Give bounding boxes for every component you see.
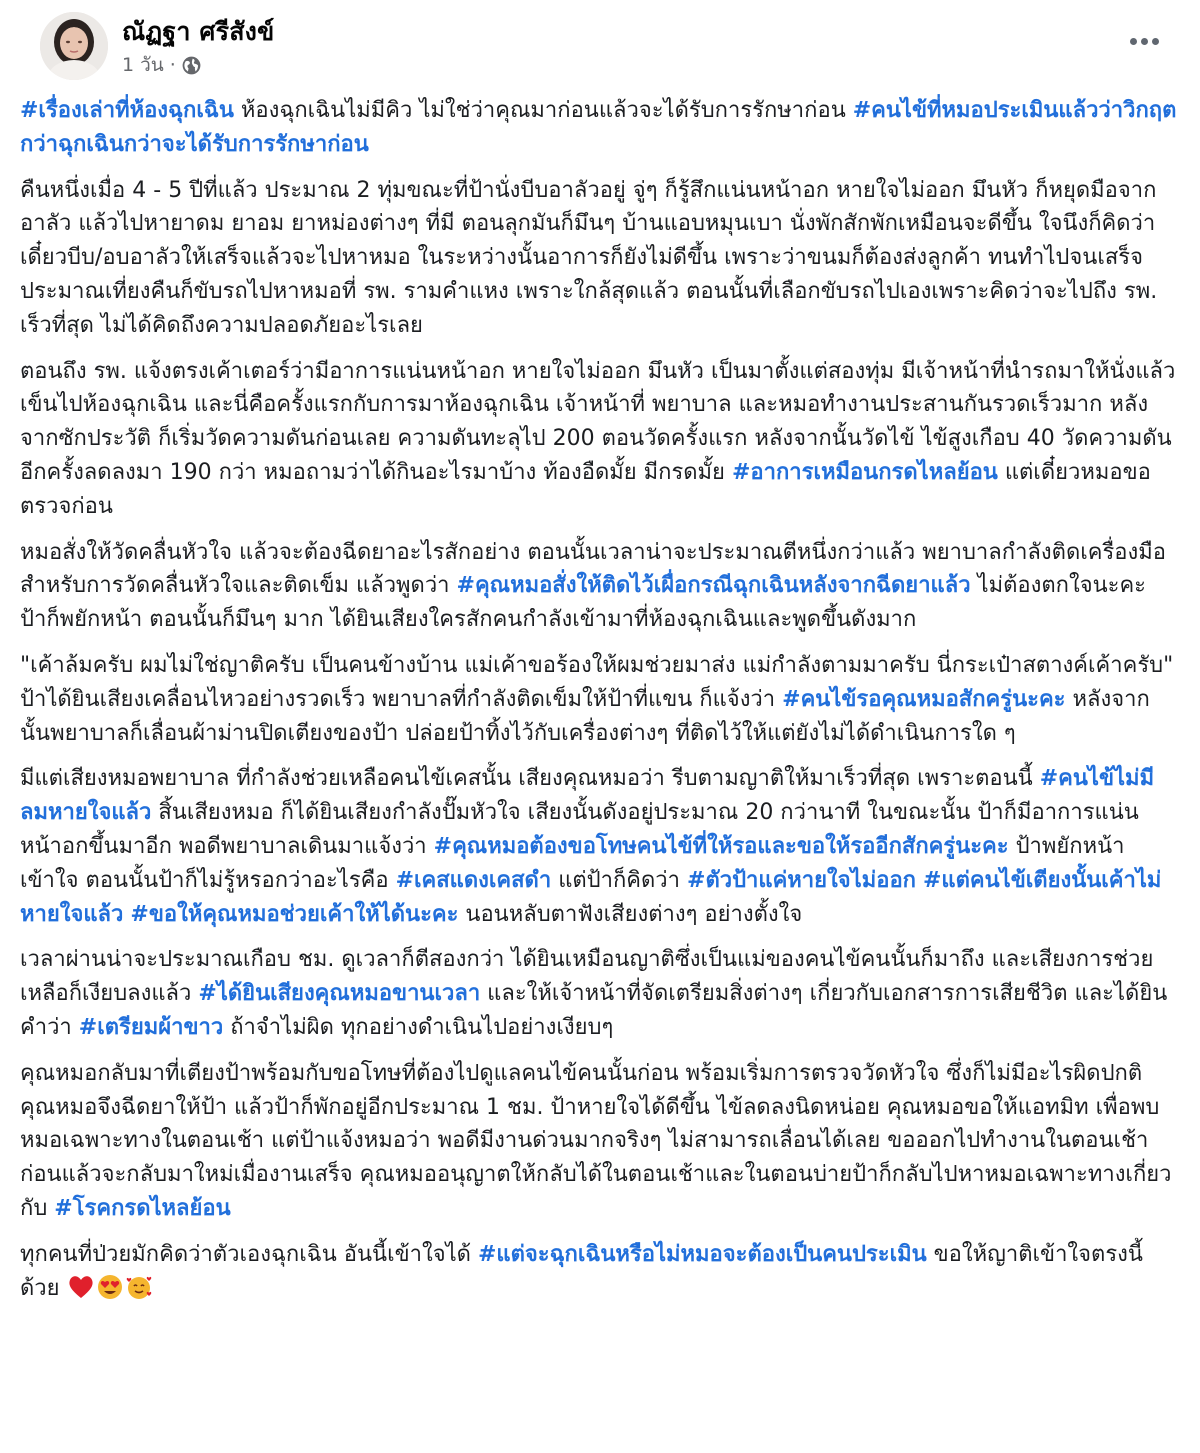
- post-text: ห้องฉุกเฉินไม่มีคิว ไม่ใช่ว่าคุณมาก่อนแล้วจะได้รับการรักษาก่อน: [233, 98, 853, 123]
- post-text: ไม่ต้องตกใจนะคะ ป้าก็พยักหน้า ตอนนั้นก็มึนๆ มาก ได้ยินเสียงใครสักคนกำลังเข้ามาที่ห้องฉุกเฉินและพูดขึ้นดังมาก: [20, 573, 1146, 633]
- post-body: [20, 94, 1182, 1305]
- post-text: สิ้นเสียงหมอ ก็ได้ยินเสียงกำลังปั๊มหัวใจ เสียงนั้นดังอยู่ประมาณ 20 กว่านาที ในขณะนั้น ป้าก็มีอาการแน่นหน้าอกขึ้นมาอีก พอดีพยาบาลเดินมาแจ้งว่า: [20, 800, 1139, 859]
- post-text: คืนหนึ่งเมื่อ 4 - 5 ปีที่แล้ว ประมาณ 2 ทุ่มขณะที่ป้านั่งบีบอาลัวอยู่ จู่ๆ ก็รู้สึกแน่นหน้าอก หายใจไม่ออก มึนหัว ก็หยุดมือจากอาลัว แล้วไปหายาดม ยาอม ยาหม่องต่างๆ ที่มี ตอนลุกมันก็มึนๆ บ้านแอบหมุนเบา นั่งพักสักพักเหมือนจะดีขึ้น ใจนึงก็คิดว่าเดี๋ยวบีบ/อบอาลัวให้เสร็จแล้วจะไปหาหมอ ในระหว่างนั้นอาการก็ยังไม่ดีขึ้น เพราะว่าขนมก็ต้องส่งลูกค้า ทนทำไปจนเสร็จ ประมาณเที่ยงคืนก็ขับรถไปหาหมอที่ รพ. รามคำแหง เพราะใกล้สุดแล้ว ตอนนั้นที่เลือกขับรถไปเองเพราะคิดว่าจะไปถึง รพ. เร็วที่สุด ไม่ได้คิดถึงความปลอดภัยอะไรเลย: [20, 177, 1158, 338]
- post-text: นอนหลับตาฟังเสียงต่างๆ อย่างตั้งใจ: [458, 901, 803, 927]
- hashtag-link[interactable]: #คนไข้ที่หมอประเมินแล้วว่าวิกฤตกว่าฉุกเฉินกว่าจะได้รับการรักษาก่อน: [20, 98, 1177, 157]
- hashtag-link[interactable]: #คุณหมอสั่งให้ติดไว้เผื่อกรณีฉุกเฉินหลังจากฉีดยาแล้ว: [456, 573, 971, 599]
- post-text: ตอนถึง รพ. แจ้งตรงเค้าเตอร์ว่ามีอาการแน่นหน้าอก หายใจไม่ออก มึนหัว เป็นมาตั้งแต่สองทุ่ม มีเจ้าหน้าที่นำรถมาให้นั่งแล้วเข็นไปห้องฉุกเฉิน และนี่คือครั้งแรกกับการมาห้องฉุกเฉิน เจ้าหน้าที่ พยาบาล และหมอทำงานประสานกันรวดเร็วมาก หลังจากซักประวัติ ก็เริ่มวัดความดันก่อนเลย ความดันทะลุไป 200 ตอนวัดครั้งแรก หลังจากนั้นวัดไข้ ไข้สูงเกือบ 40 วัดความดันอีกครั้งลดลงมา 190 กว่า หมอถามว่าได้กินอะไรมาบ้าง ท้องอืดมั้ย มีกรดมั้ย: [20, 358, 1176, 485]
- post-paragraph: [20, 174, 1178, 343]
- hashtag-link[interactable]: #เตรียมผ้าขาว: [78, 1014, 224, 1040]
- hashtag-link[interactable]: #แต่คนไข้เตียงนั้นเค้าไม่หายใจแล้ว: [20, 867, 1162, 927]
- hashtag-link[interactable]: #ตัวป้าแค่หายใจไม่ออก: [687, 867, 916, 893]
- post-text: หมอสั่งให้วัดคลื่นหัวใจ แล้วจะต้องฉีดยาอะไรสักอย่าง ตอนนั้นเวลาน่าจะประมาณตีหนึ่งกว่าแล้ว พยาบาลกำลังติดเครื่องมือสำหรับการวัดคลื่นหัวใจและติดเข็ม แล้วพูดว่า: [20, 539, 1166, 599]
- post-text: ถ้าจำไม่ผิด ทุกอย่างดำเนินไปอย่างเงียบๆ: [223, 1014, 614, 1040]
- post-text: "เค้าล้มครับ ผมไม่ใช่ญาติครับ เป็นคนข้างบ้าน แม่เค้าขอร้องให้ผมช่วยมาส่ง แม่กำลังตามมาครับ นี่กระเป๋าสตางค์เค้าครับ" ป้าได้ยินเสียงเคลื่อนไหวอย่างรวดเร็ว พยาบาลที่กำลังติดเข็มให้ป้าที่แขน ก็แจ้งว่า: [20, 652, 1174, 712]
- meta-separator: ·: [169, 54, 176, 76]
- post-text: แต่ป้าก็คิดว่า: [551, 867, 688, 893]
- post-paragraph: [20, 1238, 1178, 1306]
- hashtag-link[interactable]: #เคสแดงเคสดำ: [395, 867, 552, 893]
- author-name[interactable]: ณัฏฐา ศรีสังข์: [122, 17, 275, 46]
- hashtag-link[interactable]: #อาการเหมือนกรดไหลย้อน: [731, 459, 998, 485]
- hashtag-link[interactable]: #โรคกรดไหลย้อน: [54, 1195, 231, 1221]
- hashtag-link[interactable]: #แต่จะฉุกเฉินหรือไม่หมอจะต้องเป็นคนประเมิน: [477, 1241, 927, 1267]
- post-paragraph: [20, 94, 1178, 162]
- post-paragraph: [20, 762, 1178, 931]
- hashtag-link[interactable]: #คนไข้ไม่มีลมหายใจแล้ว: [20, 766, 1155, 826]
- post-text: [916, 868, 923, 893]
- post-text: ทุกคนที่ป่วยมักคิดว่าตัวเองฉุกเฉิน อันนี้เข้าใจได้: [20, 1241, 478, 1267]
- post-text: ป้าพยักหน้าเข้าใจ ตอนนั้นป้าก็ไม่รู้หรอกว่าอะไรคือ: [20, 833, 1125, 893]
- post-text: มีแต่เสียงหมอพยาบาล ที่กำลังช่วยเหลือคนไข้เคสนั้น เสียงคุณหมอว่า รีบตามญาติให้มาเร็วที่สุด เพราะตอนนี้: [20, 766, 1040, 792]
- hashtag-link[interactable]: #ได้ยินเสียงคุณหมอขานเวลา: [198, 981, 481, 1007]
- hashtag-link[interactable]: #คุณหมอต้องขอโทษคนไข้ที่ให้รอและขอให้รออีกสักครู่นะคะ: [433, 833, 1009, 859]
- post-text: หลังจากนั้นพยาบาลก็เลื่อนผ้าม่านปิดเตียงของป้า ปล่อยป้าทิ้งไว้กับเครื่องต่างๆ ที่ติดไว้ให้แต่ยังไม่ได้ดำเนินการใด ๆ: [20, 686, 1150, 746]
- post-text: เวลาผ่านน่าจะประมาณเกือบ ชม. ดูเวลาก็ตีสองกว่า ได้ยินเหมือนญาติซึ่งเป็นแม่ของคนไข้คนนั้นก็มาถึง และเสียงการช่วยเหลือก็เงียบลงแล้ว: [20, 947, 1154, 1007]
- post-meta: [122, 50, 201, 80]
- hashtag-link[interactable]: #เรื่องเล่าที่ห้องฉุกเฉิน: [20, 98, 234, 123]
- heart-eyes-emoji-icon: [96, 1274, 124, 1300]
- post-text: คุณหมอกลับมาที่เตียงป้าพร้อมกับขอโทษที่ต้องไปดูแลคนไข้คนนั้นก่อน พร้อมเริ่มการตรวจวัดหัวใจ ซึ่งก็ไม่มีอะไรผิดปกติ คุณหมอจึงฉีดยาให้ป้า แล้วป้าก็พักอยู่อีกประมาณ 1 ชม. ป้าหายใจได้ดีขึ้น ไข้ลดลงนิดหน่อย คุณหมอขอให้แอทมิท เพื่อพบหมอเฉพาะทางในตอนเช้า แต่ป้าแจ้งหมอว่า พอดีมีงานด่วนมากจริงๆ ไม่สามารถเลื่อนได้เลย ขอออกไปทำงานในตอนเช้าก่อนแล้วจะกลับมาใหม่เมื่องานเสร็จ คุณหมออนุญาตให้กลับได้ในตอนเช้าและในตอนบ่ายป้าก็กลับไปหาหมอเฉพาะทางเกี่ยวกับ: [20, 1060, 1172, 1221]
- avatar-photo-icon: [40, 12, 108, 80]
- post-paragraph: [20, 355, 1178, 524]
- post-paragraph: [20, 536, 1178, 637]
- smiling-face-with-hearts-icon: [125, 1274, 153, 1300]
- more-dot: [1130, 38, 1137, 45]
- more-dot: [1141, 38, 1148, 45]
- more-dot: [1152, 38, 1159, 45]
- post-timestamp[interactable]: 1 วัน: [122, 54, 164, 76]
- post-header: [20, 0, 1182, 92]
- post-text: และให้เจ้าหน้าที่จัดเตรียมสิ่งต่างๆ เกี่ยวกับเอกสารการเสียชีวิต และได้ยินคำว่า: [20, 981, 1168, 1040]
- globe-icon[interactable]: [182, 56, 201, 75]
- hashtag-link[interactable]: #คนไข้รอคุณหมอสักครู่นะคะ: [782, 686, 1066, 712]
- post-text: ขอให้ญาติเข้าใจตรงนี้ด้วย: [20, 1241, 1143, 1301]
- post-paragraph: [20, 1057, 1178, 1226]
- hashtag-link[interactable]: #ขอให้คุณหมอช่วยเค้าให้ได้นะคะ: [130, 901, 459, 927]
- post-paragraph: [20, 943, 1178, 1044]
- post-text: แต่เดี๋ยวหมอขอตรวจก่อน: [20, 459, 1151, 519]
- avatar[interactable]: [40, 12, 108, 80]
- post-paragraph: [20, 649, 1178, 750]
- more-options-icon[interactable]: [1124, 26, 1164, 56]
- red-heart-icon: [67, 1274, 95, 1300]
